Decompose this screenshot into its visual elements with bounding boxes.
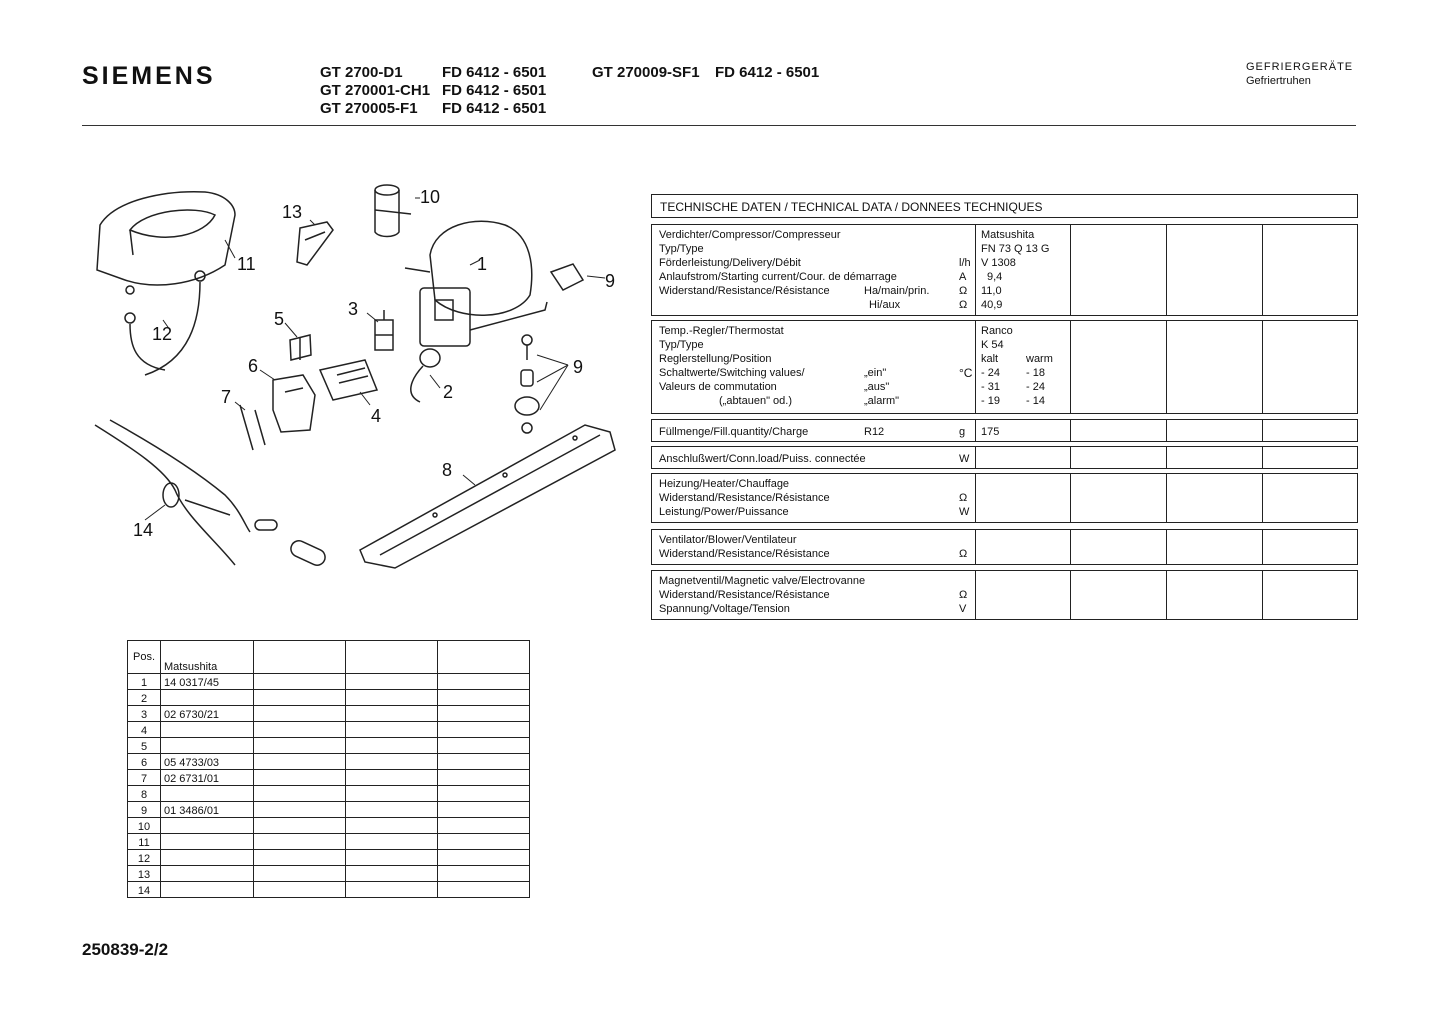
empty-column — [1167, 420, 1263, 441]
heater-labels — [652, 474, 976, 522]
spec-row — [659, 298, 975, 312]
document-number: 250839-2/2 — [82, 940, 169, 959]
valve-section — [651, 570, 1358, 620]
callout-label: 1 — [477, 254, 488, 274]
empty-cell — [346, 754, 438, 770]
empty-column — [1071, 530, 1167, 564]
load-labels — [652, 447, 976, 468]
empty-cell — [438, 770, 530, 786]
spec-value: kalt — [981, 353, 999, 365]
spec-value: - 24 — [981, 367, 1000, 379]
spec-value: 175 — [981, 426, 1000, 438]
spec-unit: W — [959, 453, 970, 465]
spec-value: 9,4 — [987, 271, 1003, 283]
empty-cell — [254, 706, 346, 722]
empty-cell — [254, 690, 346, 706]
empty-cell — [346, 834, 438, 850]
pos-cell: 10 — [128, 818, 161, 834]
clip-illustration — [297, 222, 333, 265]
spec-label: Leistung/Power/Puissance — [659, 506, 789, 518]
spec-label: Verdichter/Compressor/Compresseur — [659, 229, 841, 241]
category-subtitle: Gefriertruhen — [1246, 75, 1311, 87]
spec-row — [659, 425, 975, 439]
spec-label: Anlaufstrom/Starting current/Cour. de démarrage — [659, 271, 897, 283]
empty-cell — [438, 866, 530, 882]
part-number-cell — [161, 818, 254, 834]
spec-label: Widerstand/Resistance/Résistance — [659, 285, 830, 297]
cable-set-illustration — [95, 420, 328, 568]
spec-unit: l/h — [959, 257, 971, 269]
empty-cell — [254, 834, 346, 850]
spec-unit: Ω — [959, 589, 968, 601]
pos-header: Pos. — [128, 641, 161, 674]
empty-cell — [346, 850, 438, 866]
compressor-labels — [652, 225, 976, 315]
empty-value — [976, 474, 1071, 522]
spec-row — [659, 284, 975, 298]
mounting-parts-illustration — [515, 335, 539, 433]
model-name: GT 270009-SF1 — [592, 64, 700, 81]
part-number-cell: 02 6730/21 — [161, 706, 254, 722]
manufacturer-header: Matsushita — [161, 641, 254, 674]
pos-cell: 11 — [128, 834, 161, 850]
table-row — [128, 834, 530, 850]
pos-cell: 13 — [128, 866, 161, 882]
empty-cell — [438, 674, 530, 690]
fill-values — [976, 420, 1071, 441]
spec-row — [659, 547, 975, 561]
empty-cell — [346, 706, 438, 722]
empty-cell — [254, 770, 346, 786]
spec-label: Heizung/Heater/Chauffage — [659, 478, 790, 490]
empty-cell — [346, 674, 438, 690]
compressor-section — [651, 224, 1358, 316]
model-fd: FD 6412 - 6501 — [715, 64, 820, 81]
empty-cell — [438, 722, 530, 738]
terminal-block-illustration — [320, 360, 377, 400]
spec-row — [981, 352, 1070, 366]
model-row — [320, 64, 819, 82]
empty-column — [1071, 571, 1167, 619]
spec-label: Valeurs de commutation — [659, 381, 777, 393]
callout-label: 3 — [348, 299, 359, 319]
relay-illustration — [273, 375, 315, 432]
empty-column — [1167, 530, 1263, 564]
spec-row — [981, 380, 1070, 394]
spec-value: Matsushita — [981, 229, 1035, 241]
callout-label: 8 — [442, 460, 453, 480]
spec-sublabel: Hi/aux — [869, 299, 901, 311]
spec-label: Anschlußwert/Conn.load/Puiss. connectée — [659, 453, 866, 465]
callout-label: 14 — [133, 520, 154, 540]
thermostat-labels — [652, 321, 976, 413]
spec-unit: V — [959, 603, 967, 615]
compressor-values — [976, 225, 1071, 315]
part-number-cell: 05 4733/03 — [161, 754, 254, 770]
spec-label: Reglerstellung/Position — [659, 353, 772, 365]
thermostat-values — [976, 321, 1071, 413]
part-number-cell — [161, 866, 254, 882]
callout-label: 5 — [274, 309, 285, 329]
empty-cell — [438, 690, 530, 706]
table-row — [128, 706, 530, 722]
pos-cell: 12 — [128, 850, 161, 866]
empty-column — [1167, 474, 1263, 522]
empty-value — [976, 447, 1071, 468]
spec-unit: Ω — [959, 299, 968, 311]
model-row — [320, 100, 819, 118]
heater-section — [651, 473, 1358, 523]
spec-sublabel: „alarm" — [864, 395, 900, 407]
fill-section — [651, 419, 1358, 442]
model-row — [320, 82, 819, 100]
part-number-cell — [161, 738, 254, 754]
parts-table-header — [128, 641, 530, 674]
empty-cell — [254, 786, 346, 802]
empty-cell — [254, 818, 346, 834]
blower-labels — [652, 530, 976, 564]
pos-cell: 8 — [128, 786, 161, 802]
empty-cell — [346, 738, 438, 754]
spec-label: Typ/Type — [659, 339, 704, 351]
part-number-cell: 14 0317/45 — [161, 674, 254, 690]
spec-row — [659, 452, 975, 466]
spec-row — [659, 380, 975, 394]
spec-unit: Ω — [959, 492, 968, 504]
part-number-cell — [161, 834, 254, 850]
spec-label: („abtauen" od.) — [719, 395, 793, 407]
spec-sublabel: „aus" — [864, 381, 890, 393]
spec-sublabel: R12 — [864, 426, 885, 438]
spec-value: - 18 — [1026, 367, 1045, 379]
empty-cell — [438, 882, 530, 898]
callout-label: 4 — [371, 406, 382, 426]
table-row — [128, 786, 530, 802]
model-fd: FD 6412 - 6501 — [442, 64, 547, 81]
empty-cell — [438, 818, 530, 834]
spec-unit: W — [959, 506, 970, 518]
spec-value: - 24 — [1026, 381, 1045, 393]
model-name: GT 2700-D1 — [320, 64, 403, 81]
empty-cell — [438, 754, 530, 770]
empty-column — [1071, 447, 1167, 468]
capacitor-illustration — [375, 185, 411, 237]
pos-cell: 3 — [128, 706, 161, 722]
empty-column — [1167, 571, 1263, 619]
spec-value: V 1308 — [981, 257, 1016, 269]
empty-cell — [438, 850, 530, 866]
spec-value: 11,0 — [981, 285, 1002, 297]
model-name: GT 270001-CH1 — [320, 82, 431, 99]
spec-sublabel: „ein" — [864, 367, 887, 379]
empty-cell — [438, 786, 530, 802]
pos-cell: 7 — [128, 770, 161, 786]
spec-label: Füllmenge/Fill.quantity/Charge — [659, 426, 809, 438]
pos-cell: 6 — [128, 754, 161, 770]
table-row — [128, 690, 530, 706]
model-list — [320, 64, 819, 118]
load-section — [651, 446, 1358, 469]
base-rail-illustration — [360, 425, 615, 568]
empty-column — [1071, 225, 1167, 315]
spec-sublabel: Ha/main/prin. — [864, 285, 930, 297]
part-number-cell — [161, 722, 254, 738]
clamp-illustration — [240, 405, 265, 450]
part-number-cell — [161, 850, 254, 866]
empty-cell — [254, 850, 346, 866]
tech-data-title: TECHNISCHE DATEN / TECHNICAL DATA / DONNEES TECHNIQUES — [651, 194, 1358, 218]
spec-value: - 31 — [981, 381, 1000, 393]
callout-label: 11 — [237, 254, 256, 274]
empty-column — [1071, 474, 1167, 522]
table-row — [128, 802, 530, 818]
table-row — [128, 754, 530, 770]
empty-cell — [346, 866, 438, 882]
part-number-cell: 02 6731/01 — [161, 770, 254, 786]
bracket-illustration — [290, 335, 311, 360]
callout-label: 13 — [282, 202, 303, 222]
callout-label: 10 — [420, 187, 441, 207]
table-row — [128, 674, 530, 690]
callout-label: 7 — [221, 387, 232, 407]
callout-label: 9 — [573, 357, 584, 377]
empty-cell — [254, 738, 346, 754]
table-row — [128, 738, 530, 754]
empty-cell — [438, 802, 530, 818]
spec-value: warm — [1026, 353, 1053, 365]
empty-value — [976, 571, 1071, 619]
spec-label: Schaltwerte/Switching values/ — [659, 367, 805, 379]
empty-cell — [346, 786, 438, 802]
callout-label: 2 — [443, 382, 454, 402]
empty-cell — [254, 674, 346, 690]
spec-unit: Ω — [959, 548, 968, 560]
empty-column — [1167, 447, 1263, 468]
part-number-cell — [161, 690, 254, 706]
spec-label: Spannung/Voltage/Tension — [659, 603, 790, 615]
empty-cell — [254, 802, 346, 818]
leader-lines — [145, 198, 605, 520]
empty-column — [1071, 420, 1167, 441]
empty-cell — [346, 882, 438, 898]
empty-value — [976, 530, 1071, 564]
table-row — [128, 818, 530, 834]
empty-column — [1071, 321, 1167, 413]
spec-row — [659, 256, 975, 270]
spec-unit: A — [959, 271, 967, 283]
spec-row — [659, 394, 975, 408]
spec-value: - 14 — [1026, 395, 1045, 407]
empty-cell — [346, 770, 438, 786]
empty-cell — [438, 834, 530, 850]
spec-row — [659, 602, 975, 616]
pos-cell: 1 — [128, 674, 161, 690]
header-divider — [82, 125, 1356, 126]
spec-label: Temp.-Regler/Thermostat — [659, 325, 784, 337]
spec-value: FN 73 Q 13 G — [981, 243, 1050, 255]
fill-labels — [652, 420, 976, 441]
spec-unit: °C — [959, 366, 973, 380]
table-row — [128, 866, 530, 882]
relay-cover-illustration — [551, 264, 583, 290]
empty-cell — [254, 882, 346, 898]
pos-cell: 2 — [128, 690, 161, 706]
empty-column — [1167, 225, 1263, 315]
model-fd: FD 6412 - 6501 — [442, 82, 547, 99]
spec-row — [659, 366, 975, 380]
spec-value: - 19 — [981, 395, 1000, 407]
spec-label: Typ/Type — [659, 243, 704, 255]
empty-header — [438, 641, 530, 674]
compressor-illustration — [405, 221, 547, 346]
spec-value: K 54 — [981, 339, 1004, 351]
sensor-illustration — [411, 349, 440, 402]
empty-cell — [346, 690, 438, 706]
category-title: GEFRIERGERÄTE — [1246, 61, 1354, 73]
pos-cell: 9 — [128, 802, 161, 818]
part-number-cell: 01 3486/01 — [161, 802, 254, 818]
empty-cell — [438, 738, 530, 754]
spec-value: 40,9 — [981, 299, 1003, 311]
pos-cell: 5 — [128, 738, 161, 754]
part-number-cell — [161, 786, 254, 802]
pos-cell: 4 — [128, 722, 161, 738]
spec-label: Widerstand/Resistance/Résistance — [659, 589, 830, 601]
empty-cell — [346, 818, 438, 834]
spec-label: Widerstand/Resistance/Résistance — [659, 492, 830, 504]
empty-column — [1167, 321, 1263, 413]
table-row — [128, 722, 530, 738]
table-row — [128, 770, 530, 786]
spec-row — [659, 505, 975, 519]
model-name: GT 270005-F1 — [320, 100, 418, 117]
cover-housing-illustration — [97, 192, 235, 294]
empty-cell — [438, 706, 530, 722]
empty-cell — [346, 722, 438, 738]
spec-label: Magnetventil/Magnetic valve/Electrovanne — [659, 575, 866, 587]
callout-labels — [133, 187, 615, 540]
spec-label: Widerstand/Resistance/Résistance — [659, 548, 830, 560]
empty-cell — [254, 722, 346, 738]
spec-row — [659, 491, 975, 505]
empty-cell — [346, 802, 438, 818]
spec-row — [981, 394, 1070, 408]
spec-unit: g — [959, 426, 966, 438]
pos-cell: 14 — [128, 882, 161, 898]
callout-label: 12 — [152, 324, 173, 344]
blower-section — [651, 529, 1358, 565]
spec-row — [981, 366, 1070, 380]
model-fd: FD 6412 - 6501 — [442, 100, 547, 117]
empty-cell — [254, 754, 346, 770]
spec-label: Förderleistung/Delivery/Débit — [659, 257, 801, 269]
brand-logo: SIEMENS — [82, 62, 216, 90]
empty-header — [254, 641, 346, 674]
spec-row — [659, 270, 975, 284]
callout-label: 6 — [248, 356, 259, 376]
thermostat-illustration — [375, 310, 393, 350]
thermostat-section — [651, 320, 1358, 414]
callout-label: 9 — [605, 271, 616, 291]
spec-value: Ranco — [981, 325, 1013, 337]
valve-labels — [652, 571, 976, 619]
spec-label: Ventilator/Blower/Ventilateur — [659, 534, 797, 546]
category — [1246, 60, 1353, 88]
parts-table — [127, 640, 530, 898]
table-row — [128, 882, 530, 898]
spec-unit: Ω — [959, 285, 968, 297]
parts-diagram — [75, 170, 635, 590]
spec-row — [659, 588, 975, 602]
empty-header — [346, 641, 438, 674]
empty-cell — [254, 866, 346, 882]
table-row — [128, 850, 530, 866]
part-number-cell — [161, 882, 254, 898]
